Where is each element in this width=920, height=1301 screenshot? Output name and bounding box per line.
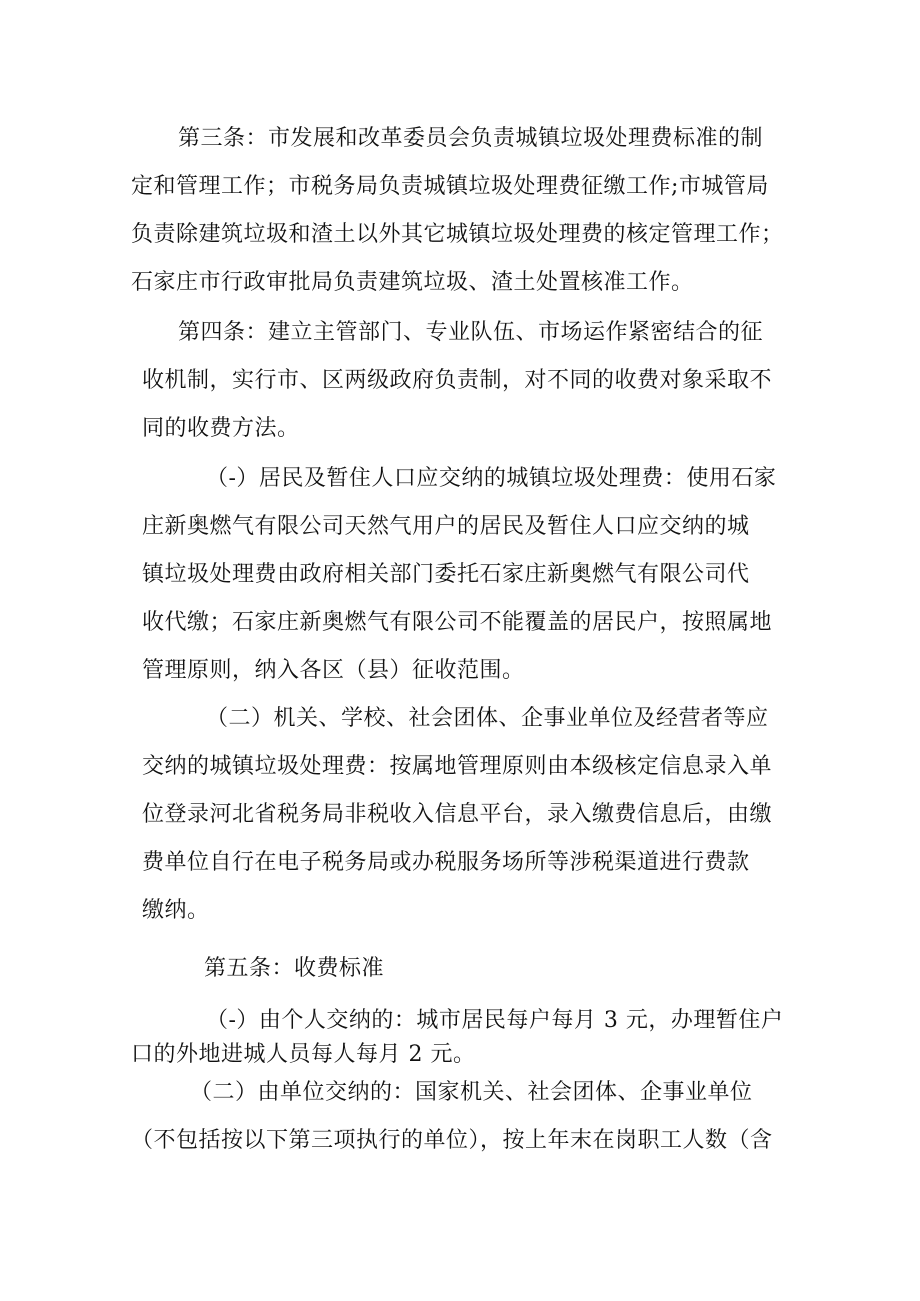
article-4-item-2-line-2: 交纳的城镇垃圾处理费：按属地管理原则由本级核定信息录入单 — [142, 754, 773, 779]
article-5-item-1-line-2: 口的外地进城人员每人每月 2 元。 — [131, 1042, 476, 1067]
article-4-item-1-line-2: 庄新奥燃气有限公司天然气用户的居民及暂住人口应交纳的城 — [142, 514, 750, 539]
article-3-line-1: 第三条：市发展和改革委员会负责城镇垃圾处理费标准的制 — [178, 126, 764, 151]
article-3-line-4: 石家庄市行政审批局负责建筑垃圾、渣土处置核准工作。 — [131, 270, 694, 295]
article-3-line-2: 定和管理工作；市税务局负责城镇垃圾处理费征缴工作;市城管局 — [131, 174, 769, 199]
article-5-item-1-line-1: （-）由个人交纳的：城市居民每户每月 3 元，办理暂住户 — [206, 1008, 784, 1033]
article-4-item-2-line-1: （二）机关、学校、社会团体、企事业单位及经营者等应 — [206, 706, 769, 731]
article-4-item-2-line-5: 缴纳。 — [142, 898, 210, 923]
article-4-line-3: 同的收费方法。 — [142, 416, 300, 441]
article-4-line-2: 收机制，实行市、区两级政府负责制，对不同的收费对象采取不 — [142, 368, 773, 393]
article-4-item-1-line-4: 收代缴；石家庄新奥燃气有限公司不能覆盖的居民户，按照属地 — [142, 610, 773, 635]
article-4-item-1-line-5: 管理原则，纳入各区（县）征收范围。 — [142, 658, 525, 683]
article-4-item-2-line-4: 费单位自行在电子税务局或办税服务场所等涉税渠道进行费款 — [142, 850, 750, 875]
article-4-item-1-line-3: 镇垃圾处理费由政府相关部门委托石家庄新奥燃气有限公司代 — [142, 562, 750, 587]
article-5-title: 第五条：收费标准 — [204, 956, 385, 981]
article-5-item-2-line-1: （二）由单位交纳的：国家机关、社会团体、企事业单位 — [190, 1080, 753, 1105]
article-4-item-2-line-3: 位登录河北省税务局非税收入信息平台，录入缴费信息后，由缴 — [142, 802, 773, 827]
article-3-line-3: 负责除建筑垃圾和渣土以外其它城镇垃圾处理费的核定管理工作； — [131, 222, 784, 247]
article-5-item-2-line-2: （不包括按以下第三项执行的单位），按上年末在岗职工人数（含 — [131, 1128, 773, 1153]
article-4-item-1-line-1: （-）居民及暂住人口应交纳的城镇垃圾处理费：使用石家 — [206, 466, 777, 491]
article-4-line-1: 第四条：建立主管部门、专业队伍、市场运作紧密结合的征 — [178, 320, 764, 345]
